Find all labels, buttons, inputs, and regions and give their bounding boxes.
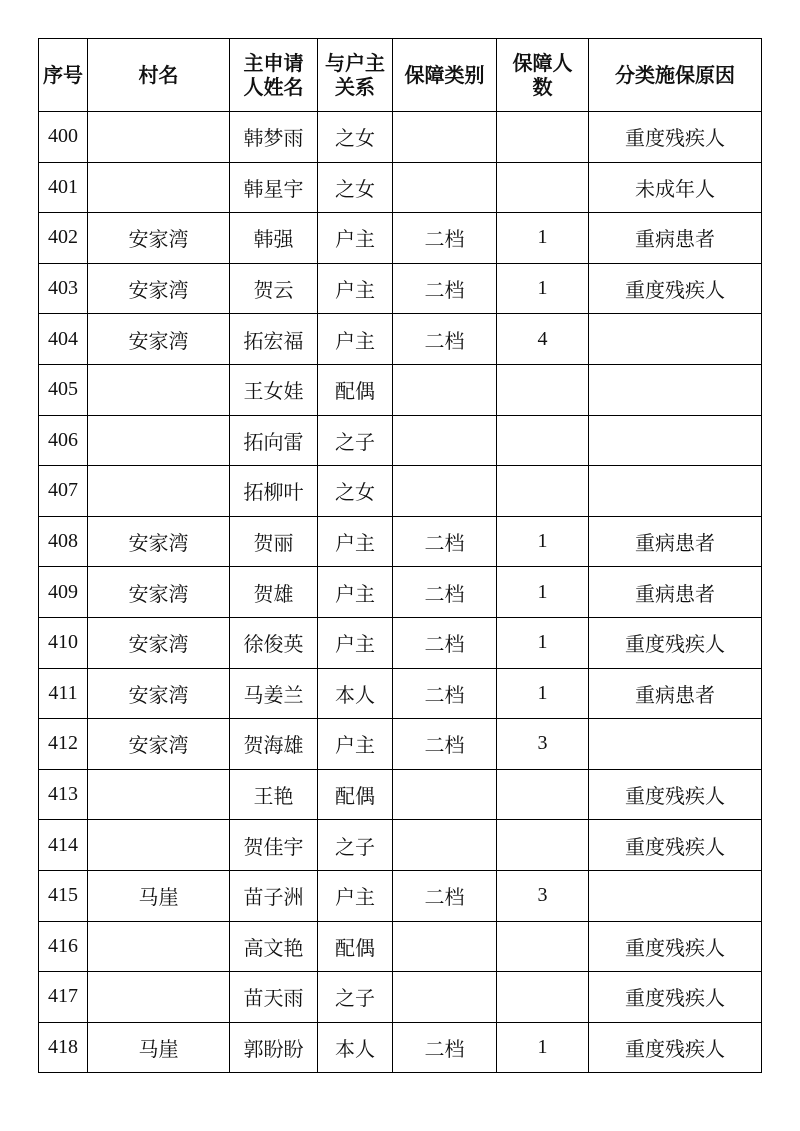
cell-reason: 重度残疾人 <box>589 263 762 314</box>
cell-no: 408 <box>39 516 88 567</box>
cell-no: 416 <box>39 921 88 972</box>
cell-name: 贺丽 <box>230 516 318 567</box>
cell-village <box>88 364 230 415</box>
cell-relation: 户主 <box>318 617 393 668</box>
cell-village: 马崖 <box>88 870 230 921</box>
table-row <box>39 314 762 365</box>
cell-reason <box>589 719 762 770</box>
cell-category: 二档 <box>393 870 497 921</box>
cell-count: 1 <box>497 617 589 668</box>
cell-count <box>497 112 589 163</box>
cell-category <box>393 466 497 517</box>
cell-no: 403 <box>39 263 88 314</box>
header-reason-line1: 分类施保原因 <box>615 63 735 87</box>
cell-village: 安家湾 <box>88 213 230 264</box>
cell-name: 贺海雄 <box>230 719 318 770</box>
cell-category: 二档 <box>393 719 497 770</box>
header-reason <box>589 39 762 112</box>
table-row <box>39 668 762 719</box>
header-name-line2: 人姓名 <box>243 75 304 99</box>
cell-village <box>88 820 230 871</box>
cell-relation: 之女 <box>318 162 393 213</box>
cell-name: 拓柳叶 <box>230 466 318 517</box>
cell-category: 二档 <box>393 516 497 567</box>
table-row <box>39 719 762 770</box>
header-no-line1: 序号 <box>43 63 83 87</box>
cell-village: 安家湾 <box>88 668 230 719</box>
cell-reason: 重度残疾人 <box>589 617 762 668</box>
cell-count <box>497 972 589 1023</box>
cell-name: 拓向雷 <box>230 415 318 466</box>
cell-no: 411 <box>39 668 88 719</box>
cell-category <box>393 112 497 163</box>
header-row <box>39 39 762 112</box>
table-row <box>39 1022 762 1073</box>
cell-reason <box>589 870 762 921</box>
table-row <box>39 769 762 820</box>
cell-category: 二档 <box>393 1022 497 1073</box>
cell-village <box>88 415 230 466</box>
cell-relation: 之子 <box>318 415 393 466</box>
table-row <box>39 364 762 415</box>
cell-reason: 未成年人 <box>589 162 762 213</box>
cell-no: 400 <box>39 112 88 163</box>
cell-village: 安家湾 <box>88 567 230 618</box>
cell-count <box>497 364 589 415</box>
cell-name: 韩强 <box>230 213 318 264</box>
table-row <box>39 820 762 871</box>
cell-relation: 本人 <box>318 668 393 719</box>
cell-village <box>88 972 230 1023</box>
cell-name: 韩星宇 <box>230 162 318 213</box>
header-village <box>88 39 230 112</box>
cell-name: 苗天雨 <box>230 972 318 1023</box>
cell-category <box>393 972 497 1023</box>
cell-no: 414 <box>39 820 88 871</box>
cell-no: 415 <box>39 870 88 921</box>
cell-no: 401 <box>39 162 88 213</box>
header-relation <box>318 39 393 112</box>
cell-name: 贺佳宇 <box>230 820 318 871</box>
table-row <box>39 263 762 314</box>
cell-relation: 之子 <box>318 820 393 871</box>
cell-category: 二档 <box>393 617 497 668</box>
table-body <box>39 112 762 1073</box>
cell-name: 贺雄 <box>230 567 318 618</box>
cell-category: 二档 <box>393 314 497 365</box>
cell-relation: 户主 <box>318 213 393 264</box>
table-row <box>39 415 762 466</box>
cell-village: 马崖 <box>88 1022 230 1073</box>
cell-relation: 户主 <box>318 870 393 921</box>
cell-count <box>497 769 589 820</box>
table-row <box>39 466 762 517</box>
cell-name: 苗子洲 <box>230 870 318 921</box>
cell-village: 安家湾 <box>88 314 230 365</box>
cell-category <box>393 921 497 972</box>
cell-category <box>393 162 497 213</box>
cell-category: 二档 <box>393 213 497 264</box>
cell-no: 404 <box>39 314 88 365</box>
cell-reason <box>589 314 762 365</box>
cell-relation: 配偶 <box>318 364 393 415</box>
cell-reason: 重度残疾人 <box>589 112 762 163</box>
header-count-line2: 数 <box>532 75 553 99</box>
cell-count: 3 <box>497 719 589 770</box>
cell-name: 韩梦雨 <box>230 112 318 163</box>
header-category <box>393 39 497 112</box>
cell-name: 王女娃 <box>230 364 318 415</box>
cell-reason: 重病患者 <box>589 567 762 618</box>
cell-category <box>393 769 497 820</box>
cell-village <box>88 112 230 163</box>
cell-count <box>497 921 589 972</box>
cell-count: 1 <box>497 567 589 618</box>
cell-village <box>88 162 230 213</box>
cell-relation: 之女 <box>318 112 393 163</box>
cell-category: 二档 <box>393 263 497 314</box>
cell-count: 4 <box>497 314 589 365</box>
header-name <box>230 39 318 112</box>
cell-count: 1 <box>497 668 589 719</box>
cell-name: 郭盼盼 <box>230 1022 318 1073</box>
cell-village: 安家湾 <box>88 516 230 567</box>
cell-count: 1 <box>497 263 589 314</box>
cell-no: 402 <box>39 213 88 264</box>
cell-relation: 本人 <box>318 1022 393 1073</box>
cell-category: 二档 <box>393 668 497 719</box>
cell-reason: 重病患者 <box>589 668 762 719</box>
cell-relation: 之子 <box>318 972 393 1023</box>
cell-reason: 重度残疾人 <box>589 972 762 1023</box>
cell-relation: 户主 <box>318 516 393 567</box>
header-count-line1: 保障人 <box>512 51 573 75</box>
cell-count: 1 <box>497 213 589 264</box>
header-no <box>39 39 88 112</box>
table-row <box>39 972 762 1023</box>
table-row <box>39 112 762 163</box>
table-row <box>39 921 762 972</box>
cell-relation: 配偶 <box>318 921 393 972</box>
cell-relation: 户主 <box>318 314 393 365</box>
cell-reason <box>589 364 762 415</box>
cell-reason <box>589 466 762 517</box>
cell-category: 二档 <box>393 567 497 618</box>
cell-name: 高文艳 <box>230 921 318 972</box>
cell-no: 412 <box>39 719 88 770</box>
cell-count <box>497 415 589 466</box>
cell-village: 安家湾 <box>88 719 230 770</box>
cell-relation: 之女 <box>318 466 393 517</box>
cell-name: 马姜兰 <box>230 668 318 719</box>
cell-reason <box>589 415 762 466</box>
header-relation-line2: 关系 <box>335 75 375 99</box>
cell-count: 3 <box>497 870 589 921</box>
cell-count <box>497 466 589 517</box>
table-row <box>39 870 762 921</box>
cell-no: 407 <box>39 466 88 517</box>
cell-village <box>88 769 230 820</box>
header-relation-line1: 与户主 <box>325 51 385 75</box>
cell-count <box>497 162 589 213</box>
header-count <box>497 39 589 112</box>
cell-village: 安家湾 <box>88 263 230 314</box>
cell-category <box>393 820 497 871</box>
cell-relation: 配偶 <box>318 769 393 820</box>
cell-name: 贺云 <box>230 263 318 314</box>
cell-relation: 户主 <box>318 263 393 314</box>
cell-reason: 重度残疾人 <box>589 820 762 871</box>
cell-no: 417 <box>39 972 88 1023</box>
cell-count: 1 <box>497 516 589 567</box>
cell-name: 徐俊英 <box>230 617 318 668</box>
cell-count: 1 <box>497 1022 589 1073</box>
header-category-line1: 保障类别 <box>404 63 485 87</box>
table-row <box>39 162 762 213</box>
cell-name: 王艳 <box>230 769 318 820</box>
cell-count <box>497 820 589 871</box>
cell-reason: 重病患者 <box>589 213 762 264</box>
table-row <box>39 617 762 668</box>
cell-reason: 重度残疾人 <box>589 769 762 820</box>
cell-village: 安家湾 <box>88 617 230 668</box>
cell-no: 410 <box>39 617 88 668</box>
cell-name: 拓宏福 <box>230 314 318 365</box>
header-name-line1: 主申请 <box>243 51 304 75</box>
cell-category <box>393 364 497 415</box>
welfare-table <box>38 38 762 1073</box>
table-row <box>39 213 762 264</box>
cell-no: 418 <box>39 1022 88 1073</box>
cell-no: 409 <box>39 567 88 618</box>
cell-reason: 重度残疾人 <box>589 921 762 972</box>
cell-relation: 户主 <box>318 567 393 618</box>
cell-no: 405 <box>39 364 88 415</box>
cell-category <box>393 415 497 466</box>
table-row <box>39 516 762 567</box>
cell-relation: 户主 <box>318 719 393 770</box>
cell-reason: 重病患者 <box>589 516 762 567</box>
cell-reason: 重度残疾人 <box>589 1022 762 1073</box>
cell-village <box>88 921 230 972</box>
cell-no: 413 <box>39 769 88 820</box>
cell-no: 406 <box>39 415 88 466</box>
table-row <box>39 567 762 618</box>
header-village-line1: 村名 <box>138 63 179 87</box>
cell-village <box>88 466 230 517</box>
